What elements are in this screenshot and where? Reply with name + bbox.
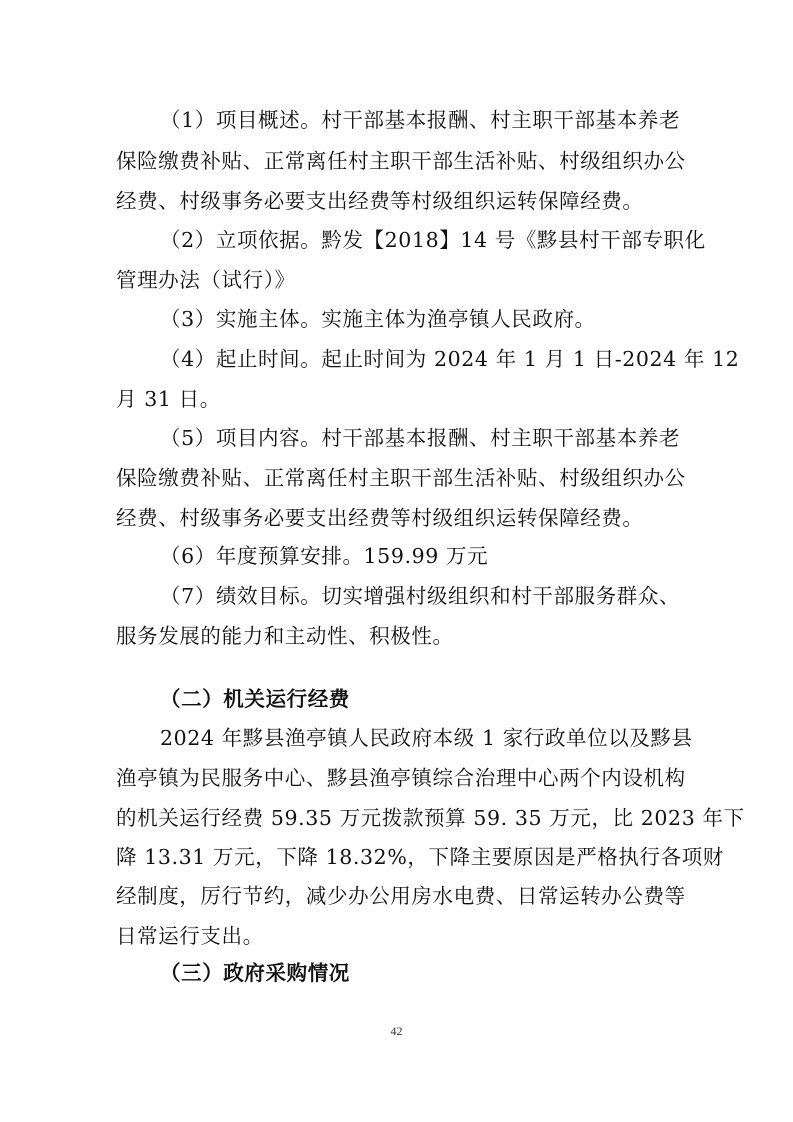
paragraph-line: 的机关运行经费 59.35 万元拨款预算 59. 35 万元，比 2023 年下 bbox=[116, 806, 745, 830]
paragraph-line: 保险缴费补贴、正常离任村主职干部生活补贴、村级组织办公 bbox=[116, 466, 686, 490]
paragraph-line: 日常运行支出。 bbox=[116, 924, 264, 948]
section-heading: （三）政府采购情况 bbox=[160, 961, 350, 985]
paragraph-line: 月 31 日。 bbox=[116, 387, 221, 411]
paragraph-line: 经费、村级事务必要支出经费等村级组织运转保障经费。 bbox=[116, 506, 644, 530]
paragraph-line: 渔亭镇为民服务中心、黟县渔亭镇综合治理中心两个内设机构 bbox=[116, 766, 686, 790]
paragraph-line: （1）项目概述。村干部基本报酬、村主职干部基本养老 bbox=[160, 108, 681, 132]
paragraph-line: （6）年度预算安排。159.99 万元 bbox=[160, 544, 489, 568]
page-number: 42 bbox=[390, 1024, 403, 1038]
paragraph-line: 经费、村级事务必要支出经费等村级组织运转保障经费。 bbox=[116, 189, 644, 213]
section-heading: （二）机关运行经费 bbox=[160, 687, 350, 711]
paragraph-line: （7）绩效目标。切实增强村级组织和村干部服务群众、 bbox=[160, 584, 681, 608]
paragraph-line: 2024 年黟县渔亭镇人民政府本级 1 家行政单位以及黟县 bbox=[160, 726, 693, 750]
paragraph-line: 经制度，厉行节约，减少办公用房水电费、日常运转办公费等 bbox=[116, 884, 686, 908]
paragraph-line: （5）项目内容。村干部基本报酬、村主职干部基本养老 bbox=[160, 426, 681, 450]
paragraph-line: （3）实施主体。实施主体为渔亭镇人民政府。 bbox=[160, 307, 596, 331]
paragraph-line: （2）立项依据。黔发【2018】14 号《黟县村干部专职化 bbox=[160, 228, 706, 252]
paragraph-line: （4）起止时间。起止时间为 2024 年 1 月 1 日-2024 年 12 bbox=[160, 347, 740, 371]
paragraph-line: 管理办法（试行）》 bbox=[116, 268, 296, 292]
paragraph-line: 保险缴费补贴、正常离任村主职干部生活补贴、村级组织办公 bbox=[116, 149, 686, 173]
paragraph-line: 服务发展的能力和主动性、积极性。 bbox=[116, 624, 454, 648]
paragraph-line: 降 13.31 万元，下降 18.32%，下降主要原因是严格执行各项财 bbox=[116, 845, 724, 869]
